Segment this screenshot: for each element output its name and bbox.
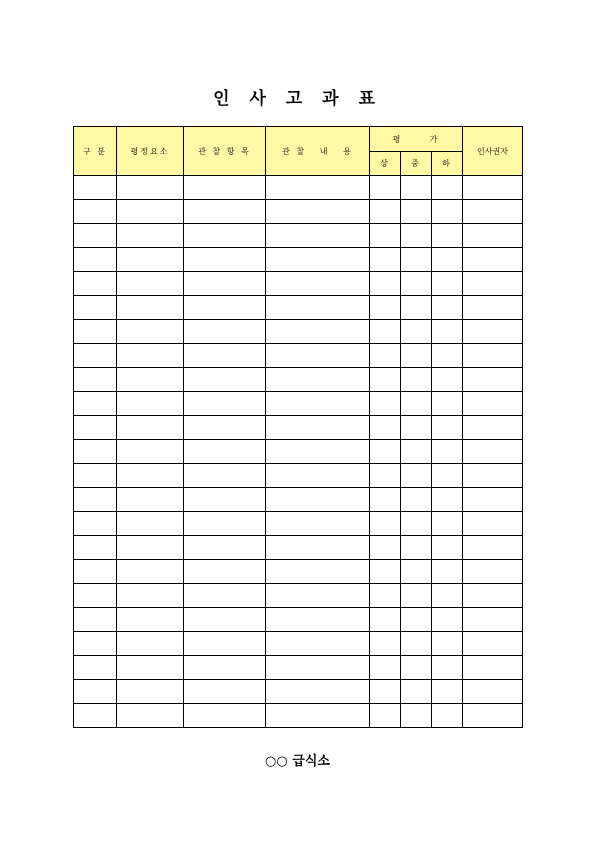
cell-observation-item[interactable]	[184, 680, 266, 704]
table-row	[74, 680, 523, 704]
table-row	[74, 296, 523, 320]
cell-observation-item[interactable]	[184, 368, 266, 392]
cell-grade-mid[interactable]	[401, 368, 432, 392]
cell-category[interactable]	[74, 512, 117, 536]
cell-evaluator[interactable]	[463, 560, 523, 584]
cell-evaluator[interactable]	[463, 584, 523, 608]
cell-category[interactable]	[74, 584, 117, 608]
cell-grade-low[interactable]	[432, 536, 463, 560]
cell-evaluation-factor[interactable]	[117, 296, 184, 320]
cell-grade-high[interactable]	[370, 344, 401, 368]
cell-grade-high[interactable]	[370, 488, 401, 512]
cell-observation-content[interactable]	[266, 632, 370, 656]
cell-observation-content[interactable]	[266, 368, 370, 392]
cell-observation-content[interactable]	[266, 440, 370, 464]
cell-grade-mid[interactable]	[401, 464, 432, 488]
cell-grade-high[interactable]	[370, 464, 401, 488]
cell-category[interactable]	[74, 200, 117, 224]
cell-grade-mid[interactable]	[401, 680, 432, 704]
cell-grade-high[interactable]	[370, 296, 401, 320]
cell-evaluation-factor[interactable]	[117, 560, 184, 584]
cell-observation-item[interactable]	[184, 488, 266, 512]
table-row	[74, 512, 523, 536]
cell-evaluation-factor[interactable]	[117, 368, 184, 392]
table-row	[74, 368, 523, 392]
cell-grade-low[interactable]	[432, 584, 463, 608]
cell-grade-high[interactable]	[370, 560, 401, 584]
cell-grade-mid[interactable]	[401, 512, 432, 536]
cell-observation-content[interactable]	[266, 488, 370, 512]
cell-evaluation-factor[interactable]	[117, 512, 184, 536]
table-row	[74, 224, 523, 248]
cell-observation-item[interactable]	[184, 656, 266, 680]
cell-grade-low[interactable]	[432, 632, 463, 656]
cell-category[interactable]	[74, 632, 117, 656]
cell-observation-content[interactable]	[266, 176, 370, 200]
cell-evaluation-factor[interactable]	[117, 200, 184, 224]
cell-grade-low[interactable]	[432, 368, 463, 392]
cell-grade-low[interactable]	[432, 656, 463, 680]
cell-observation-item[interactable]	[184, 248, 266, 272]
cell-evaluation-factor[interactable]	[117, 632, 184, 656]
table-row	[74, 416, 523, 440]
cell-grade-mid[interactable]	[401, 440, 432, 464]
table-row	[74, 536, 523, 560]
cell-evaluation-factor[interactable]	[117, 176, 184, 200]
cell-evaluation-factor[interactable]	[117, 344, 184, 368]
table-row	[74, 320, 523, 344]
cell-evaluator[interactable]	[463, 296, 523, 320]
cell-grade-mid[interactable]	[401, 392, 432, 416]
cell-grade-low[interactable]	[432, 440, 463, 464]
organization-footer: ○○ 급식소	[265, 754, 330, 769]
cell-evaluator[interactable]	[463, 344, 523, 368]
cell-observation-item[interactable]	[184, 200, 266, 224]
cell-grade-high[interactable]	[370, 320, 401, 344]
cell-grade-low[interactable]	[432, 680, 463, 704]
cell-evaluator[interactable]	[463, 368, 523, 392]
cell-grade-mid[interactable]	[401, 584, 432, 608]
table-row	[74, 656, 523, 680]
table-row	[74, 584, 523, 608]
cell-grade-low[interactable]	[432, 224, 463, 248]
cell-grade-mid[interactable]	[401, 608, 432, 632]
cell-grade-low[interactable]	[432, 416, 463, 440]
cell-observation-content[interactable]	[266, 392, 370, 416]
cell-observation-content[interactable]	[266, 536, 370, 560]
cell-evaluation-factor[interactable]	[117, 536, 184, 560]
table-row	[74, 704, 523, 728]
cell-grade-mid[interactable]	[401, 632, 432, 656]
cell-grade-low[interactable]	[432, 704, 463, 728]
cell-grade-mid[interactable]	[401, 320, 432, 344]
cell-observation-content[interactable]	[266, 704, 370, 728]
cell-category[interactable]	[74, 560, 117, 584]
cell-evaluation-factor[interactable]	[117, 416, 184, 440]
cell-grade-low[interactable]	[432, 560, 463, 584]
cell-category[interactable]	[74, 464, 117, 488]
cell-category[interactable]	[74, 248, 117, 272]
cell-grade-high[interactable]	[370, 440, 401, 464]
table-row	[74, 608, 523, 632]
cell-evaluation-factor[interactable]	[117, 704, 184, 728]
cell-evaluation-factor[interactable]	[117, 656, 184, 680]
table-row	[74, 464, 523, 488]
cell-observation-item[interactable]	[184, 272, 266, 296]
header-evaluation: 평 가	[370, 127, 463, 152]
cell-grade-low[interactable]	[432, 272, 463, 296]
cell-grade-high[interactable]	[370, 536, 401, 560]
cell-evaluator[interactable]	[463, 680, 523, 704]
cell-observation-item[interactable]	[184, 224, 266, 248]
cell-grade-high[interactable]	[370, 392, 401, 416]
cell-category[interactable]	[74, 392, 117, 416]
cell-evaluator[interactable]	[463, 320, 523, 344]
cell-category[interactable]	[74, 440, 117, 464]
cell-evaluation-factor[interactable]	[117, 224, 184, 248]
header-grade-low: 하	[432, 152, 463, 176]
table-row	[74, 272, 523, 296]
cell-grade-high[interactable]	[370, 512, 401, 536]
appraisal-table	[73, 126, 523, 728]
cell-observation-item[interactable]	[184, 608, 266, 632]
cell-category[interactable]	[74, 704, 117, 728]
cell-observation-content[interactable]	[266, 608, 370, 632]
cell-observation-item[interactable]	[184, 464, 266, 488]
cell-grade-high[interactable]	[370, 608, 401, 632]
cell-category[interactable]	[74, 344, 117, 368]
cell-observation-content[interactable]	[266, 560, 370, 584]
cell-grade-low[interactable]	[432, 392, 463, 416]
cell-grade-low[interactable]	[432, 296, 463, 320]
cell-grade-high[interactable]	[370, 584, 401, 608]
cell-category[interactable]	[74, 608, 117, 632]
cell-grade-mid[interactable]	[401, 224, 432, 248]
header-observation-content: 관 찰 내 용	[266, 127, 370, 176]
cell-observation-item[interactable]	[184, 392, 266, 416]
cell-evaluator[interactable]	[463, 392, 523, 416]
cell-grade-mid[interactable]	[401, 200, 432, 224]
cell-category[interactable]	[74, 176, 117, 200]
cell-grade-high[interactable]	[370, 680, 401, 704]
cell-grade-mid[interactable]	[401, 248, 432, 272]
cell-observation-content[interactable]	[266, 224, 370, 248]
cell-grade-low[interactable]	[432, 464, 463, 488]
cell-evaluation-factor[interactable]	[117, 608, 184, 632]
header-evaluator: 인사권자	[463, 127, 523, 176]
cell-category[interactable]	[74, 224, 117, 248]
cell-observation-content[interactable]	[266, 416, 370, 440]
cell-evaluator[interactable]	[463, 440, 523, 464]
cell-grade-low[interactable]	[432, 200, 463, 224]
cell-category[interactable]	[74, 488, 117, 512]
cell-observation-item[interactable]	[184, 584, 266, 608]
cell-category[interactable]	[74, 536, 117, 560]
cell-evaluator[interactable]	[463, 536, 523, 560]
cell-observation-content[interactable]	[266, 656, 370, 680]
cell-category[interactable]	[74, 368, 117, 392]
cell-evaluator[interactable]	[463, 488, 523, 512]
cell-grade-mid[interactable]	[401, 176, 432, 200]
cell-category[interactable]	[74, 416, 117, 440]
cell-grade-mid[interactable]	[401, 296, 432, 320]
cell-evaluation-factor[interactable]	[117, 584, 184, 608]
cell-grade-low[interactable]	[432, 344, 463, 368]
table-row	[74, 632, 523, 656]
table-row	[74, 488, 523, 512]
cell-grade-low[interactable]	[432, 176, 463, 200]
cell-grade-high[interactable]	[370, 176, 401, 200]
table-header	[74, 127, 523, 176]
cell-category[interactable]	[74, 680, 117, 704]
cell-grade-mid[interactable]	[401, 344, 432, 368]
cell-grade-low[interactable]	[432, 608, 463, 632]
cell-category[interactable]	[74, 296, 117, 320]
cell-grade-low[interactable]	[432, 320, 463, 344]
cell-grade-mid[interactable]	[401, 488, 432, 512]
cell-observation-item[interactable]	[184, 560, 266, 584]
cell-observation-item[interactable]	[184, 296, 266, 320]
table-row	[74, 392, 523, 416]
table-row	[74, 248, 523, 272]
header-category: 구 분	[74, 127, 117, 176]
cell-evaluator[interactable]	[463, 632, 523, 656]
cell-evaluator[interactable]	[463, 464, 523, 488]
cell-grade-mid[interactable]	[401, 560, 432, 584]
cell-evaluator[interactable]	[463, 512, 523, 536]
cell-evaluator[interactable]	[463, 608, 523, 632]
cell-observation-content[interactable]	[266, 296, 370, 320]
cell-observation-content[interactable]	[266, 512, 370, 536]
cell-observation-content[interactable]	[266, 200, 370, 224]
cell-grade-mid[interactable]	[401, 704, 432, 728]
table-body	[74, 176, 523, 728]
cell-evaluator[interactable]	[463, 416, 523, 440]
header-grade-mid: 중	[401, 152, 432, 176]
table-row	[74, 560, 523, 584]
cell-observation-item[interactable]	[184, 320, 266, 344]
document-title: 인 사 고 과 표	[213, 89, 382, 109]
cell-observation-item[interactable]	[184, 440, 266, 464]
header-evaluation-factor: 평정요소	[117, 127, 184, 176]
cell-observation-item[interactable]	[184, 536, 266, 560]
cell-observation-content[interactable]	[266, 584, 370, 608]
cell-evaluation-factor[interactable]	[117, 272, 184, 296]
cell-grade-low[interactable]	[432, 248, 463, 272]
cell-observation-item[interactable]	[184, 704, 266, 728]
cell-category[interactable]	[74, 272, 117, 296]
cell-grade-low[interactable]	[432, 488, 463, 512]
cell-evaluation-factor[interactable]	[117, 392, 184, 416]
cell-observation-item[interactable]	[184, 632, 266, 656]
cell-grade-high[interactable]	[370, 632, 401, 656]
table-row	[74, 440, 523, 464]
cell-evaluation-factor[interactable]	[117, 680, 184, 704]
table-row	[74, 344, 523, 368]
cell-grade-low[interactable]	[432, 512, 463, 536]
cell-evaluation-factor[interactable]	[117, 248, 184, 272]
cell-observation-content[interactable]	[266, 248, 370, 272]
cell-grade-high[interactable]	[370, 248, 401, 272]
table-row	[74, 200, 523, 224]
cell-evaluator[interactable]	[463, 200, 523, 224]
cell-grade-high[interactable]	[370, 656, 401, 680]
cell-grade-high[interactable]	[370, 704, 401, 728]
cell-evaluation-factor[interactable]	[117, 488, 184, 512]
cell-observation-content[interactable]	[266, 344, 370, 368]
cell-observation-content[interactable]	[266, 272, 370, 296]
cell-grade-mid[interactable]	[401, 536, 432, 560]
cell-evaluation-factor[interactable]	[117, 464, 184, 488]
cell-category[interactable]	[74, 656, 117, 680]
cell-evaluator[interactable]	[463, 656, 523, 680]
cell-observation-content[interactable]	[266, 464, 370, 488]
cell-grade-mid[interactable]	[401, 656, 432, 680]
cell-evaluation-factor[interactable]	[117, 320, 184, 344]
cell-evaluator[interactable]	[463, 224, 523, 248]
cell-evaluator[interactable]	[463, 176, 523, 200]
cell-grade-high[interactable]	[370, 224, 401, 248]
header-grade-high: 상	[370, 152, 401, 176]
cell-observation-item[interactable]	[184, 512, 266, 536]
table-row	[74, 176, 523, 200]
cell-grade-mid[interactable]	[401, 272, 432, 296]
cell-grade-high[interactable]	[370, 200, 401, 224]
header-observation-item: 관 찰 항 목	[184, 127, 266, 176]
cell-observation-content[interactable]	[266, 320, 370, 344]
cell-grade-high[interactable]	[370, 368, 401, 392]
cell-category[interactable]	[74, 320, 117, 344]
cell-evaluation-factor[interactable]	[117, 440, 184, 464]
cell-observation-item[interactable]	[184, 416, 266, 440]
cell-observation-item[interactable]	[184, 176, 266, 200]
cell-evaluator[interactable]	[463, 248, 523, 272]
cell-grade-high[interactable]	[370, 416, 401, 440]
cell-observation-item[interactable]	[184, 344, 266, 368]
cell-grade-mid[interactable]	[401, 416, 432, 440]
cell-evaluator[interactable]	[463, 272, 523, 296]
cell-grade-high[interactable]	[370, 272, 401, 296]
cell-observation-content[interactable]	[266, 680, 370, 704]
cell-evaluator[interactable]	[463, 704, 523, 728]
